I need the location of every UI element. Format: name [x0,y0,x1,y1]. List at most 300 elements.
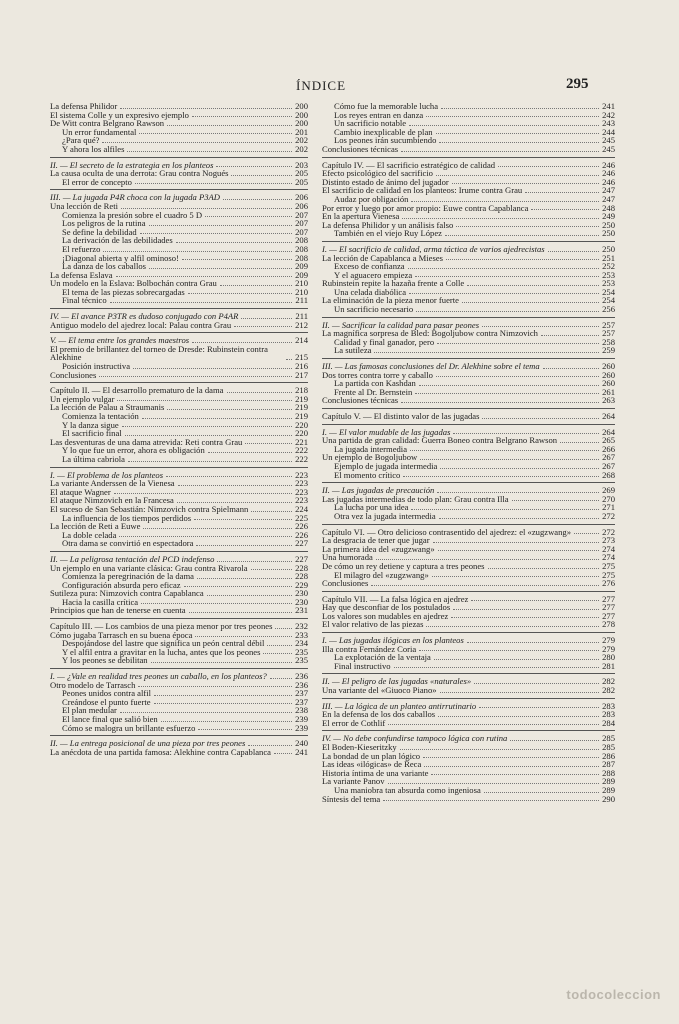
entry-page-number: 200 [295,109,308,120]
index-entry [322,396,615,405]
entry-page-number: 277 [602,602,615,613]
entry-page-number: 284 [602,717,615,728]
entry-page-number: 251 [602,252,615,263]
dot-leader [548,251,600,252]
entry-title: III. — La lógica de un planteo antirrutinario [322,700,477,711]
dot-leader [192,116,292,117]
entry-page-number: 289 [602,776,615,787]
dot-leader [408,268,599,269]
dot-leader [440,468,599,469]
entry-title: Capítulo VI. — Otro delicioso contrasentido del ajedrez: el «zugzwang» [322,526,571,537]
index-column-right [322,102,615,803]
entry-title: La jugada intermedia [334,443,408,454]
section-divider [50,618,308,619]
entry-title: Y los peones se debilitan [62,655,148,666]
entry-title: II. — La entrega posicional de una pieza por tres peones [50,738,246,749]
dot-leader [456,226,599,227]
index-entry [322,662,615,671]
entry-page-number: 254 [602,286,615,297]
entry-page-number: 282 [602,685,615,696]
dot-leader [141,603,292,604]
entry-page-number: 233 [295,629,308,640]
dot-leader [423,757,599,758]
index-entry [322,579,615,588]
entry-page-number: 273 [602,535,615,546]
entry-title: Una lección de Reti [50,200,119,211]
dot-leader [452,183,599,184]
dot-leader [234,326,292,327]
entry-page-number: 248 [602,202,615,213]
section-divider [50,382,308,383]
dot-leader [426,116,599,117]
entry-page-number: 277 [602,593,615,604]
entry-title: La explotación de la ventaja [334,652,431,663]
entry-page-number: 241 [295,746,308,757]
index-entry [322,229,615,238]
dot-leader [376,559,599,560]
entry-page-number: 245 [602,143,615,154]
entry-page-number: 223 [295,486,308,497]
entry-title: I. — El sacrificio de calidad, arma táctica de varios ajedrecistas [322,243,545,254]
dot-leader [436,133,600,134]
entry-title: Un error fundamental [62,126,137,137]
entry-page-number: 256 [602,304,615,315]
entry-title: Un sacrificio notable [334,118,407,129]
dot-leader [394,667,600,668]
dot-leader [154,703,293,704]
entry-title: Un sacrificio necesario [334,304,414,315]
entry-title: II. — La peligrosa tentación del PCD indefenso [50,553,215,564]
entry-title: Capítulo II. — El desarrollo prematuro de la dama [50,385,224,396]
entry-page-number: 272 [602,510,615,521]
dot-leader [140,233,292,234]
entry-page-number: 278 [602,619,615,630]
entry-page-number: 230 [295,588,308,599]
entry-title: Los valores son mudables en ajedrez [322,610,449,621]
entry-title: Historia íntima de una variante [322,767,429,778]
entry-title: Las jugadas intermedias de todo plan: Grau contra Illa [322,493,509,504]
index-entry [322,305,615,314]
entry-title: Conclusiones [50,369,97,380]
watermark: todocoleccion [566,987,661,1002]
dot-leader [142,418,292,419]
entry-page-number: 246 [602,168,615,179]
entry-title: La lección de Capablanca a Mieses [322,252,443,263]
entry-title: Hacia la casilla crítica [62,596,139,607]
dot-leader [151,662,293,663]
entry-title: Capítulo III. — Los cambios de una pieza menor por tres peones [50,621,273,632]
index-entry [322,145,615,154]
section-divider [322,358,615,359]
entry-title: I. — El problema de los planteos [50,469,164,480]
entry-title: Dos torres contra torre y caballo [322,369,433,380]
entry-title: Configuración absurda pero eficaz [62,579,181,590]
dot-leader [241,318,292,319]
entry-page-number: 250 [602,219,615,230]
dot-leader [178,485,293,486]
entry-page-number: 242 [602,109,615,120]
entry-page-number: 280 [602,652,615,663]
entry-page-number: 203 [295,159,308,170]
entry-title: Calidad y final ganador, pero [334,336,435,347]
page-header [0,78,679,98]
entry-title: El plan medular [62,705,117,716]
entry-title: La eliminación de la pieza menor fuerte [322,295,459,306]
entry-page-number: 241 [602,101,615,111]
section-divider [322,730,615,731]
dot-leader [401,151,599,152]
entry-title: El ataque Wagner [50,486,111,497]
dot-leader [167,125,292,126]
entry-page-number: 207 [295,218,308,229]
dot-leader [117,400,292,401]
dot-leader [401,402,599,403]
entry-page-number: 254 [602,295,615,306]
entry-title: La variante Anderssen de la Vienesa [50,478,175,489]
dot-leader [400,749,599,750]
entry-title: IV. — No debe confundirse tampoco lógica con rutina [322,733,508,744]
entry-page-number: 243 [602,118,615,129]
dot-leader [415,276,599,277]
dot-leader [420,459,599,460]
entry-page-number: 249 [602,211,615,222]
index-entry [50,606,308,615]
entry-title: El lance final que salió bien [62,714,158,724]
dot-leader [102,142,292,143]
entry-title: La anécdota de una partida famosa: Alekhine contra Capablanca [50,746,271,757]
entry-title: La desgracia de tener que jugar [322,535,430,546]
entry-page-number: 245 [602,135,615,146]
dot-leader [374,352,599,353]
dot-leader [433,542,600,543]
dot-leader [574,533,599,534]
entry-title: Ejemplo de jugada intermedia [334,460,438,471]
dot-leader [120,712,292,713]
dot-leader [409,125,599,126]
entry-page-number: 235 [295,646,308,657]
entry-title: El error de Cothlif [322,717,386,728]
entry-title: Las ideas «ilógicas» de Reca [322,759,422,770]
index-entry [322,512,615,521]
dot-leader [437,343,599,344]
section-divider [50,189,308,190]
dot-leader [432,576,599,577]
dot-leader [419,385,599,386]
index-column-left [50,102,308,756]
entry-page-number: 235 [295,655,308,666]
entry-title: Otra vez la jugada intermedia [334,510,436,521]
entry-page-number: 268 [602,469,615,480]
dot-leader [275,628,292,629]
entry-page-number: 232 [295,621,308,632]
entry-title: Conclusiones técnicas [322,395,399,406]
page-number: 295 [566,76,589,92]
dot-leader [426,626,599,627]
dot-leader [543,368,599,369]
entry-title: El momento crítico [334,469,401,480]
entry-title: También en el viejo Ruy López [334,228,442,239]
entry-title: La defensa Philidor y un análisis falso [322,219,454,230]
index-entry [50,539,308,548]
entry-page-number: 222 [295,453,308,464]
entry-title: Y la danza sigue [62,419,119,430]
dot-leader [122,426,292,427]
entry-page-number: 279 [602,643,615,654]
entry-page-number: 223 [295,495,308,506]
section-divider [322,591,615,592]
dot-leader [188,293,292,294]
dot-leader [439,142,599,143]
dot-leader [197,578,292,579]
entry-title: El suceso de San Sebastián: Nimzovich contra Spielmann [50,503,249,514]
entry-title: II. — Las jugadas de precaución [322,485,435,496]
entry-page-number: 263 [602,395,615,406]
entry-page-number: 206 [295,192,308,203]
entry-title: Otra dama se convirtió en espectadora [62,538,194,549]
dot-leader [196,545,292,546]
entry-title: Illa contra Fernández Coria [322,643,417,654]
dot-leader [217,561,292,562]
entry-page-number: 231 [295,605,308,616]
dot-leader [453,433,599,434]
entry-title: La variante Panov [322,776,385,787]
entry-title: La lección de Palau a Straumanis [50,402,165,413]
entry-title: Antiguo modelo del ajedrez local: Palau contra Grau [50,319,232,330]
index-entry [322,686,615,695]
dot-leader [125,435,292,436]
dot-leader [120,108,292,109]
dot-leader [207,595,292,596]
entry-title: Rubinstein repite la hazaña frente a Colle [322,278,465,289]
entry-page-number: 265 [602,435,615,446]
entry-title: Final instructivo [334,660,391,671]
entry-title: V. — El tema entre los grandes maestros [50,335,190,346]
entry-title: La danza de los caballos [62,261,146,272]
dot-leader [446,259,599,260]
entry-title: ¡Diagonal abierta y alfil ominoso! [62,252,179,263]
index-entry [322,346,615,355]
entry-page-number: 239 [295,722,308,733]
entry-page-number: 247 [602,193,615,204]
dot-leader [416,311,599,312]
entry-page-number: 225 [295,512,308,523]
dot-leader [220,285,292,286]
entry-page-number: 282 [602,676,615,687]
dot-leader [451,617,599,618]
entry-title: I. — El valor mudable de las jugadas [322,426,451,437]
entry-title: El valor relativo de las piezas [322,619,424,630]
entry-page-number: 283 [602,700,615,711]
dot-leader [498,166,599,167]
section-divider [50,551,308,552]
entry-page-number: 219 [295,393,308,404]
entry-title: Una humorada [322,552,373,563]
entry-title: El ataque Nimzovich en la Francesa [50,495,174,506]
entry-title: Los peones irán sucumbiendo [334,135,437,146]
entry-page-number: 258 [602,336,615,347]
section-divider [322,673,615,674]
entry-title: Efecto psicológico del sacrificio [322,168,433,179]
dot-leader [439,518,599,519]
section-divider [322,524,615,525]
entry-title: El sistema Colle y un expresivo ejemplo [50,109,189,120]
entry-page-number: 285 [602,742,615,752]
dot-leader [133,368,292,369]
dot-leader [436,376,599,377]
entry-title: Frente al Dr. Bernstein [334,386,413,397]
dot-leader [560,442,599,443]
dot-leader [286,359,292,360]
entry-title: La lección de Reti a Euwe [50,521,141,532]
entry-page-number: 212 [295,319,308,330]
entry-title: IV. — El avance P3TR es dudoso conjugado con P4AR [50,311,239,322]
entry-page-number: 267 [602,460,615,471]
section-divider [322,482,615,483]
entry-title: II. — Sacrificar la calidad para pasar peones [322,319,480,330]
entry-title: Los reyes entran en danza [334,109,424,120]
entry-page-number: 270 [602,493,615,504]
dot-leader [198,729,292,730]
entry-page-number: 283 [602,709,615,720]
entry-page-number: 208 [295,243,308,254]
dot-leader [139,133,292,134]
entry-page-number: 252 [602,261,615,272]
entry-title: El sacrificio final [62,428,122,439]
dot-leader [383,800,599,801]
entry-page-number: 226 [295,521,308,532]
entry-title: Conclusiones técnicas [322,143,399,154]
entry-page-number: 244 [602,126,615,137]
dot-leader [388,783,600,784]
entry-title: Capítulo VII. — La falsa lógica en ajedrez [322,593,469,604]
entry-title: Distinto estado de ánimo del jugador [322,176,449,187]
entry-title: Los peligros de la rutina [62,218,146,229]
dot-leader [127,151,292,152]
entry-title: Cambio inexplicable de plan [334,126,433,137]
section-divider [322,317,615,318]
dot-leader [161,721,292,722]
entry-title: Y lo que fue un error, ahora es obligación [62,445,205,456]
entry-title: Las desventuras de una dama atrevida: Reti contra Grau [50,436,243,447]
entry-page-number: 226 [295,529,308,540]
entry-page-number: 234 [295,638,308,649]
dot-leader [438,550,599,551]
entry-page-number: 271 [602,502,615,513]
entry-page-number: 237 [295,696,308,707]
entry-page-number: 208 [295,252,308,263]
entry-page-number: 264 [602,426,615,437]
dot-leader [135,183,292,184]
dot-leader [371,585,599,586]
entry-page-number: 260 [602,361,615,372]
entry-title: La partida con Kashdan [334,378,416,389]
dot-leader [510,740,599,741]
entry-title: El refuerzo [62,243,101,254]
entry-page-number: 206 [295,200,308,211]
entry-title: El error de concepto [62,176,132,187]
entry-title: De Witt contra Belgrano Rawson [50,118,165,129]
entry-page-number: 238 [295,705,308,716]
entry-page-number: 290 [602,793,615,804]
dot-leader [138,686,292,687]
dot-leader [110,302,293,303]
entry-page-number: 202 [295,143,308,154]
dot-leader [484,792,599,793]
entry-title: Un ejemplo vulgar [50,393,115,404]
dot-leader [482,326,599,327]
entry-page-number: 219 [295,402,308,413]
entry-page-number: 253 [602,278,615,289]
dot-leader [438,716,599,717]
entry-page-number: 253 [602,269,615,280]
entry-title: Un ejemplo de Bogoljubow [322,452,418,463]
entry-page-number: 257 [602,319,615,330]
entry-page-number: 240 [295,738,308,749]
entry-title: El Boden-Kieseritzky [322,742,397,752]
section-divider [50,735,308,736]
entry-title: Sutileza pura: Nimzovich contra Capablanca [50,588,204,599]
entry-title: Audaz por obligación [334,193,409,204]
entry-page-number: 228 [295,571,308,582]
dot-leader [419,650,599,651]
entry-title: La última cabriola [62,453,125,464]
entry-title: II. — El secreto de la estrategia en los planteos [50,159,214,170]
dot-leader [440,692,600,693]
entry-title: Peones unidos contra alfil [62,688,152,699]
page-title: ÍNDICE [296,78,347,93]
entry-page-number: 289 [602,784,615,795]
index-entry [50,455,308,464]
dot-leader [434,659,599,660]
entry-page-number: 205 [295,176,308,187]
dot-leader [436,175,599,176]
dot-leader [103,251,292,252]
entry-page-number: 279 [602,635,615,646]
entry-page-number: 219 [295,411,308,421]
entry-title: La sutileza [334,345,372,356]
entry-title: Cómo jugaba Tarrasch en su buena época [50,629,193,640]
entry-page-number: 223 [295,478,308,489]
entry-page-number: 269 [602,485,615,496]
entry-title: La causa oculta de una derrota: Grau contra Nogués [50,168,229,179]
entry-page-number: 274 [602,552,615,563]
entry-page-number: 236 [295,671,308,682]
index-entry [50,296,308,305]
dot-leader [431,774,599,775]
dot-leader [192,342,292,343]
entry-page-number: 260 [602,378,615,389]
entry-page-number: 200 [295,118,308,129]
section-divider [50,668,308,669]
dot-leader [205,216,292,217]
entry-page-number: 246 [602,159,615,170]
entry-title: La bondad de un plan lógico [322,750,421,761]
dot-leader [267,645,292,646]
entry-page-number: 205 [295,168,308,179]
entry-page-number: 237 [295,688,308,699]
dot-leader [248,745,292,746]
entry-title: Por error y luego por amor propio: Euwe contra Capablanca [322,202,529,213]
entry-title: De cómo un rey detiene y captura a tres peones [322,560,485,571]
entry-page-number: 236 [295,679,308,690]
entry-page-number: 227 [295,553,308,564]
entry-page-number: 287 [602,759,615,770]
entry-title: Síntesis del tema [322,793,381,804]
dot-leader [274,753,292,754]
dot-leader [223,199,292,200]
entry-page-number: 209 [295,269,308,280]
dot-leader [541,335,599,336]
